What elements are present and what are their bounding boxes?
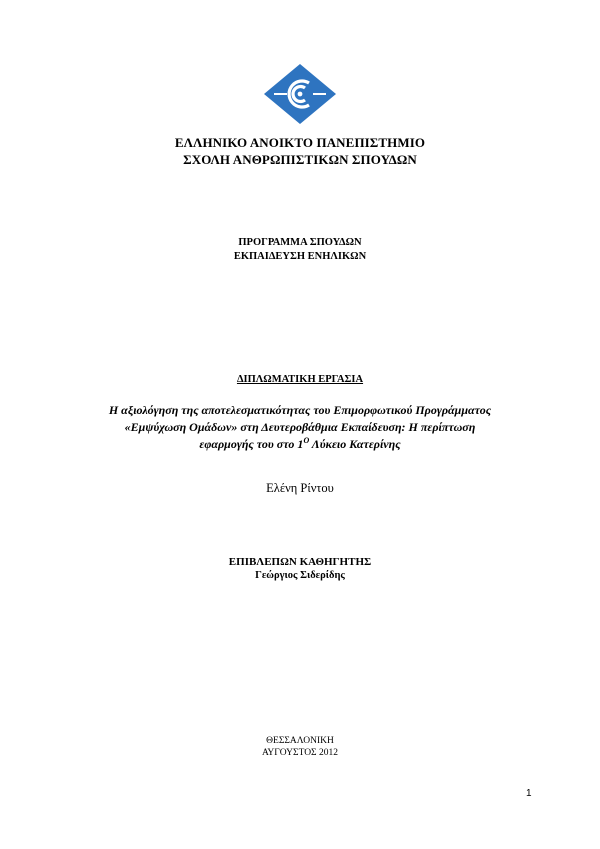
supervisor-label: ΕΠΙΒΛΕΠΩΝ ΚΑΘΗΓΗΤΗΣ <box>228 556 372 568</box>
open-university-logo-icon <box>262 62 338 126</box>
institution-heading <box>0 134 600 168</box>
thesis-type-label: ΔΙΠΛΩΜΑΤΙΚΗ ΕΡΓΑΣΙΑ <box>236 374 364 385</box>
title-line-1: Η αξιολόγηση της αποτελεσματικότητας του Επιμορφωτικού Προγράμματος <box>108 403 492 417</box>
supervisor-name: Γεώργιος Σιδερίδης <box>255 570 345 581</box>
thesis-title <box>0 402 600 453</box>
page-number: 1 <box>526 788 532 799</box>
program-block <box>0 236 600 264</box>
author-name: Ελένη Ρίντου <box>266 481 334 495</box>
title-line-3-sup: Ο <box>303 436 310 445</box>
program-label: ΠΡΟΓΡΑΜΜΑ ΣΠΟΥΔΩΝ <box>238 237 362 248</box>
school-name: ΣΧΟΛΗ ΑΝΘΡΩΠΙΣΤΙΚΩΝ ΣΠΟΥΔΩΝ <box>183 152 417 167</box>
title-line-3 <box>0 436 600 453</box>
city: ΘΕΣΣΑΛΟΝΙΚΗ <box>266 736 334 746</box>
title-line-3-post: Λύκειο Κατερίνης <box>309 437 401 451</box>
title-line-2: «Εμψύχωση Ομάδων» στη Δευτεροβάθμια Εκπαίδευση: Η περίπτωση <box>124 420 476 434</box>
place-date-block <box>0 735 600 759</box>
university-name: ΕΛΛΗΝΙΚΟ ΑΝΟΙΚΤΟ ΠΑΝΕΠΙΣΤΗΜΙΟ <box>174 135 426 150</box>
program-name: ΕΚΠΑΙΔΕΥΣΗ ΕΝΗΛΙΚΩΝ <box>233 251 367 262</box>
title-line-3-pre: εφαρμογής του στο 1 <box>199 437 304 451</box>
date: ΑΥΓΟΥΣΤΟΣ 2012 <box>262 748 338 758</box>
